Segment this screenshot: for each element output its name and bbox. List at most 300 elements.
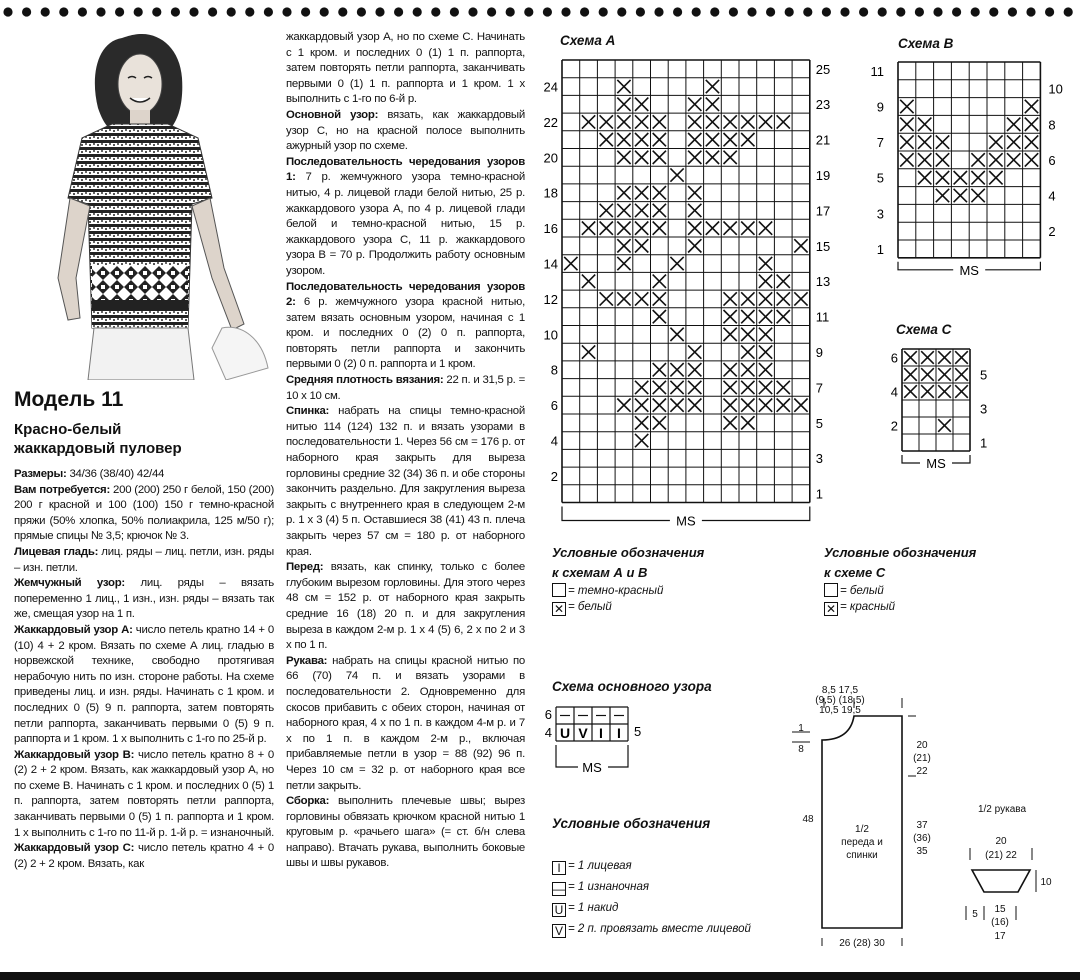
cross-mark — [617, 151, 630, 164]
model-subtitle: Красно-белый жаккардовый пуловер — [14, 421, 182, 457]
row-label: 2 — [890, 418, 898, 434]
binder-dot — [1008, 7, 1017, 16]
cross-mark — [741, 133, 754, 146]
cross-mark — [688, 345, 701, 358]
row-label: 5 — [876, 170, 884, 186]
cross-mark — [1007, 153, 1020, 166]
cross-mark — [600, 115, 613, 128]
legend-main-item: V = 2 п. провязать вместе лицевой — [552, 919, 751, 940]
cross-mark — [617, 186, 630, 199]
scheme-b-chart — [866, 58, 1066, 288]
stitch-symbol-icon: U — [552, 903, 566, 917]
cross-mark — [989, 171, 1002, 184]
sleeve-bottom-1: 15 — [994, 904, 1006, 915]
row-label: 21 — [815, 132, 831, 148]
cross-mark — [955, 385, 968, 398]
binder-dot — [524, 7, 533, 16]
cross-mark — [777, 115, 790, 128]
cross-mark — [777, 275, 790, 288]
row-label: 4 — [1048, 188, 1056, 204]
cross-mark — [617, 80, 630, 93]
cross-mark — [653, 310, 666, 323]
cross-mark — [759, 310, 772, 323]
instruction-paragraph: Лицевая гладь: лиц. ряды – лиц. петли, изн. ряды – изн. петли. — [14, 545, 274, 574]
sleeve-height: 10 — [1040, 877, 1052, 888]
model-title: Модель 11 — [14, 388, 124, 411]
binder-dot — [208, 7, 217, 16]
row-label: 18 — [543, 185, 558, 201]
binder-dot — [41, 7, 50, 16]
legend-main-items — [552, 856, 751, 940]
dim-side-1: 37 — [916, 820, 928, 831]
cross-mark — [635, 98, 648, 111]
stitch-symbol: I — [617, 725, 621, 741]
binder-dot — [673, 7, 682, 16]
row-label: 1 — [815, 486, 824, 502]
row-label: 16 — [543, 221, 558, 237]
cross-mark — [635, 151, 648, 164]
binder-dot — [822, 7, 831, 16]
body-label-3: спинки — [846, 850, 878, 861]
cross-mark — [653, 222, 666, 235]
cross-mark — [688, 222, 701, 235]
cross-mark — [741, 115, 754, 128]
binder-dot — [282, 7, 291, 16]
binder-dot — [3, 7, 12, 16]
cross-mark — [724, 151, 737, 164]
cross-mark — [635, 381, 648, 394]
cross-mark — [955, 368, 968, 381]
binder-dot — [171, 7, 180, 16]
stitch-symbol-icon: — — [553, 882, 565, 896]
ms-label: MS — [959, 262, 979, 278]
scheme-c-chart — [872, 345, 1012, 485]
cross-mark — [724, 133, 737, 146]
cross-mark — [741, 399, 754, 412]
cross-mark — [971, 171, 984, 184]
cross-mark — [741, 363, 754, 376]
binder-dot — [710, 7, 719, 16]
cross-mark — [921, 351, 934, 364]
cross-cell-icon: ✕ — [825, 602, 837, 616]
cross-mark — [600, 222, 613, 235]
cross-mark — [617, 239, 630, 252]
binder-dot — [338, 7, 347, 16]
sleeve-outline — [972, 870, 1030, 892]
binder-dot — [78, 7, 87, 16]
instruction-paragraph: Жемчужный узор: лиц. ряды – вязать попеременно 1 лиц., 1 изн., изн. ряды – вязать так же, смещая узор на 1 п. — [14, 577, 274, 621]
row-label: 8 — [550, 362, 558, 378]
binder-dot — [840, 7, 849, 16]
cross-mark — [936, 153, 949, 166]
cross-mark — [617, 222, 630, 235]
cross-mark — [688, 133, 701, 146]
row-label: 1 — [980, 435, 988, 451]
row-label: 5 — [634, 724, 642, 739]
cross-cell-icon: ✕ — [553, 602, 565, 616]
cross-mark — [741, 381, 754, 394]
sleeve-slope: 5 — [972, 909, 978, 920]
binder-dot — [803, 7, 812, 16]
cross-mark — [600, 204, 613, 217]
binder-dot — [487, 7, 496, 16]
body-label-2: переда и — [841, 837, 883, 848]
main-pattern-title: Схема основного узора — [552, 679, 712, 694]
binder-dot — [617, 7, 626, 16]
row-label: 17 — [815, 203, 831, 219]
scheme-a-title: Схема А — [560, 33, 616, 48]
cross-mark — [724, 292, 737, 305]
cross-mark — [670, 257, 683, 270]
cross-mark — [617, 257, 630, 270]
instruction-paragraph: жаккардовый узор А, но по схеме С. Начинать с 1 кром. и последних 0 (1) 1 п. раппорта, затем повторять петли раппорта, заканчивать первыми 0 (1) 1 п. раппорта и 1 кром. 1 х выполнить с 1-го по 6-й р. — [286, 31, 525, 106]
row-label: 10 — [1048, 81, 1063, 97]
binder-dot — [1045, 7, 1054, 16]
ms-label: MS — [582, 760, 602, 775]
cross-mark — [724, 222, 737, 235]
row-label: 1 — [876, 241, 884, 257]
dim-side-2: (36) — [913, 833, 931, 844]
cross-mark — [724, 381, 737, 394]
cross-mark — [724, 310, 737, 323]
cross-mark — [653, 275, 666, 288]
cross-mark — [653, 363, 666, 376]
cross-mark — [759, 381, 772, 394]
sleeve-bottom-2: (16) — [991, 917, 1009, 928]
sleeve-top-1: 20 — [995, 836, 1007, 847]
schemeB-grid — [898, 62, 1040, 258]
binder-dot — [692, 7, 701, 16]
cross-mark — [688, 151, 701, 164]
cross-mark — [1025, 118, 1038, 131]
stitch-symbol-icon: I — [552, 861, 566, 875]
cross-mark — [759, 257, 772, 270]
cross-mark — [653, 416, 666, 429]
body-label-1: 1/2 — [855, 824, 869, 835]
dim-armhole-3: 22 — [916, 766, 928, 777]
cross-mark — [635, 133, 648, 146]
legend-c-empty: = белый — [824, 583, 976, 599]
cross-mark — [688, 186, 701, 199]
scheme-c-title: Схема С — [896, 322, 952, 337]
binder-dot — [915, 7, 924, 16]
cross-mark — [954, 189, 967, 202]
instruction-paragraph: Жаккардовый узор В: число петель кратно 8 + 0 (2) 2 + 2 кром. Вязать, как жаккардовый узор А, но по схеме В. Начинать с 1 кром. и последних 0 (5) 1 п. раппорта, затем повторять петли раппорта, заканчивать первыми 0 (5) 1 п. раппорта и 1 кром. 1 х выполнить с 1-го по 11-й р. 1-й р. = изнаночный. — [14, 748, 274, 839]
binder-dot — [189, 7, 198, 16]
cross-mark — [900, 153, 913, 166]
binder-dot — [264, 7, 273, 16]
row-label: 19 — [815, 168, 831, 184]
cross-mark — [904, 385, 917, 398]
cross-mark — [1025, 153, 1038, 166]
instruction-paragraph: Перед: вязать, как спинку, только с более глубоким вырезом горловины. Для этого через 48 см = 152 р. от наборного края закрыть средние 16 (18) 20 п. и для закругления выреза в каждом 2-м р. 1 х 4 (5) 6, 2 х по 2 и 3 х по 1 п. — [286, 561, 525, 652]
row-label: 6 — [544, 707, 552, 722]
binder-dot — [561, 7, 570, 16]
cross-mark — [724, 363, 737, 376]
binder-dot — [96, 7, 105, 16]
row-label: 8 — [1048, 117, 1056, 133]
instruction-paragraph: Последовательность чередования узоров 1: 7 р. жемчужного узора темно-красной нитью, 4 р. лицевой глади белой нитью, 25 р. жаккардового узора А, по 4 р. лицевой глади белой и темно-красной нитью, 15 р. жаккардового узора С, 11 р. жаккардового узора В = 70 р. Продолжить работу основным узором. — [286, 155, 525, 277]
binder-dot — [134, 7, 143, 16]
row-label: 7 — [876, 135, 884, 151]
row-label: 15 — [815, 238, 831, 254]
sleeve-title: 1/2 рукава — [977, 804, 1027, 815]
row-label: 2 — [1048, 224, 1056, 240]
binder-dot — [245, 7, 254, 16]
cross-mark — [741, 416, 754, 429]
binder-dot — [543, 7, 552, 16]
cross-mark — [670, 381, 683, 394]
cross-mark — [688, 204, 701, 217]
row-label: 3 — [876, 206, 884, 222]
dim-neck-8: 8 — [798, 744, 804, 755]
legend-ab: Условные обозначения к схемам А и В = темно-красный ✕ = белый — [552, 545, 705, 616]
sleeve-top-2: (21) 22 — [985, 850, 1017, 861]
row-label: 2 — [550, 468, 558, 484]
cross-mark — [635, 399, 648, 412]
legend-main-title: Условные обозначения — [552, 816, 711, 831]
cross-mark — [918, 118, 931, 131]
cross-mark — [777, 399, 790, 412]
cross-mark — [741, 310, 754, 323]
body-outline — [822, 716, 902, 928]
row-label: 12 — [543, 291, 558, 307]
cross-mark — [777, 310, 790, 323]
cross-mark — [582, 345, 595, 358]
binder-dot — [599, 7, 608, 16]
scheme-a-chart — [532, 56, 832, 526]
binder-dot — [971, 7, 980, 16]
instruction-paragraph: Жаккардовый узор А: число петель кратно 14 + 0 (10) 4 + 2 кром. Вязать по схеме А лиц. гладью в норвежской технике, свободно протягивая нерабочую нить по изн. стороне работы. На схеме приведены лиц. и изн. ряды. Начинать с 1 кром. и последних 0 (5) 9 п. раппорта, затем повторять петли раппорта, заканчивать первыми 0 (5) 9 п. раппорта и 1 кром. 1 х выполнить с 1-го по 25-й р. — [14, 623, 274, 746]
cross-mark — [741, 292, 754, 305]
row-label: 6 — [550, 398, 558, 414]
cross-mark — [938, 368, 951, 381]
row-label: 13 — [815, 274, 831, 290]
binder-dot — [785, 7, 794, 16]
row-label: 22 — [543, 114, 558, 130]
instruction-paragraph: Размеры: 34/36 (38/40) 42/44 — [14, 468, 165, 480]
dim-top-1: 8,5 17,5 — [821, 685, 859, 696]
cross-mark — [688, 399, 701, 412]
cross-mark — [653, 381, 666, 394]
cross-mark — [900, 100, 913, 113]
cross-mark — [759, 275, 772, 288]
legend-ab-cross: ✕ = белый — [553, 601, 612, 616]
dim-armhole-1: 20 — [916, 740, 928, 751]
binder-dot — [431, 7, 440, 16]
cross-mark — [635, 239, 648, 252]
row-label: 4 — [544, 725, 552, 740]
cross-mark — [900, 135, 913, 148]
cross-mark — [759, 292, 772, 305]
scheme-b-title: Схема В — [898, 36, 954, 51]
binder-dot — [766, 7, 775, 16]
binder-dot — [357, 7, 366, 16]
cross-mark — [938, 351, 951, 364]
cross-mark — [688, 98, 701, 111]
cross-mark — [635, 292, 648, 305]
cross-mark — [759, 328, 772, 341]
cross-mark — [918, 171, 931, 184]
binder-dot — [989, 7, 998, 16]
row-label: 11 — [815, 309, 830, 325]
cross-mark — [653, 186, 666, 199]
cross-mark — [688, 381, 701, 394]
stitch-symbol-icon: V — [552, 924, 566, 938]
binder-dot — [506, 7, 515, 16]
cross-mark — [794, 399, 807, 412]
binder-dot — [468, 7, 477, 16]
instruction-paragraph: Спинка: набрать на спицы темно-красной нитью 114 (124) 132 п. и вязать узорами в последовательности 1. Через 56 см = 176 р. от наборного края закрыть для выреза горловины средние 32 (34) 36 п. и обе стороны закончить раздельно. Для закругления выреза закрыть с внутреннего края в следующем 2-м р. 1 х 3 (4) 5 п. Оставшиеся 38 (41) 43 п. плеча закрыть через 57 см = 180 р. от наборного края. — [286, 405, 525, 558]
cross-mark — [971, 153, 984, 166]
legend-main-item: — = 1 изнаночная — [553, 881, 649, 896]
ms-label: MS — [926, 456, 946, 471]
row-label: 6 — [890, 350, 898, 366]
cross-mark — [653, 292, 666, 305]
row-label: 6 — [1048, 152, 1056, 168]
cross-mark — [759, 399, 772, 412]
cross-mark — [900, 118, 913, 131]
cross-mark — [777, 292, 790, 305]
binder-dot — [859, 7, 868, 16]
binder-dot — [636, 7, 645, 16]
binder-dot — [320, 7, 329, 16]
cross-mark — [936, 135, 949, 148]
cross-mark — [706, 151, 719, 164]
cross-mark — [670, 328, 683, 341]
cross-mark — [617, 292, 630, 305]
row-label: 5 — [815, 415, 824, 431]
dim-side-3: 35 — [916, 846, 928, 857]
cross-mark — [724, 416, 737, 429]
instruction-paragraph: Сборка: выполнить плечевые швы; вырез горловины обвязать крючком красной нитью 1 круговым р. «рачьего шага» (= ст. б/н слева направо). Втачать рукава, выполнить боковые швы и швы рукавов. — [286, 795, 525, 870]
binder-dot — [413, 7, 422, 16]
cross-mark — [1007, 135, 1020, 148]
cross-mark — [635, 186, 648, 199]
empty-cell-icon — [824, 583, 838, 597]
cross-mark — [653, 151, 666, 164]
legend-main-item: I = 1 лицевая — [552, 856, 751, 877]
legend-main-item: U = 1 накид — [552, 898, 751, 919]
cross-mark — [688, 115, 701, 128]
cross-mark — [635, 115, 648, 128]
cross-mark — [688, 239, 701, 252]
cross-mark — [670, 399, 683, 412]
dim-top-3: 10,5 19,5 — [819, 705, 861, 716]
cross-mark — [918, 153, 931, 166]
row-label: 5 — [980, 367, 988, 383]
cross-mark — [794, 239, 807, 252]
cross-mark — [600, 133, 613, 146]
binder-dot — [152, 7, 161, 16]
cross-mark — [617, 204, 630, 217]
binder-dot — [375, 7, 384, 16]
binder-dot — [59, 7, 68, 16]
dim-armhole-2: (21) — [913, 753, 931, 764]
bottom-bar — [0, 972, 1080, 980]
cross-mark — [794, 292, 807, 305]
row-label: 20 — [543, 150, 558, 166]
row-label: 24 — [543, 79, 558, 95]
legend-c: Условные обозначения к схеме С = белый ✕ = красный — [824, 545, 977, 616]
row-label: 25 — [815, 61, 831, 77]
stitch-symbol: I — [599, 725, 603, 741]
schemeC-grid — [902, 349, 970, 451]
cross-mark — [741, 345, 754, 358]
stitch-symbol: V — [578, 725, 588, 741]
binder-dot — [878, 7, 887, 16]
row-label: 3 — [815, 451, 824, 467]
cross-mark — [955, 351, 968, 364]
legend-ab-empty: = темно-красный — [552, 583, 704, 599]
cross-mark — [921, 368, 934, 381]
cross-mark — [724, 328, 737, 341]
binder-dot — [115, 7, 124, 16]
legend-c-cross: ✕ = красный — [825, 601, 896, 616]
cross-mark — [670, 168, 683, 181]
row-label: 4 — [550, 433, 558, 449]
instruction-paragraph: Жаккардовый узор С: число петель кратно 4 + 0 (2) 2 + 2 кром. Вязать, как — [14, 842, 274, 870]
cross-mark — [706, 80, 719, 93]
row-label: 11 — [870, 63, 884, 79]
cross-mark — [582, 222, 595, 235]
cross-mark — [653, 133, 666, 146]
binder-dot — [747, 7, 756, 16]
row-label: 7 — [815, 380, 824, 396]
binder-dot — [933, 7, 942, 16]
binder-dot — [952, 7, 961, 16]
cross-mark — [1025, 100, 1038, 113]
cross-mark — [724, 115, 737, 128]
cross-mark — [706, 133, 719, 146]
instructions-column-1 — [14, 467, 274, 872]
cross-mark — [936, 189, 949, 202]
cross-mark — [617, 133, 630, 146]
cross-mark — [653, 204, 666, 217]
sleeve-bottom-3: 17 — [994, 931, 1006, 942]
cross-mark — [904, 351, 917, 364]
dim-top-2: (9,5) (18,5) — [815, 695, 865, 706]
cross-mark — [706, 98, 719, 111]
instruction-paragraph: Средняя плотность вязания: 22 п. и 31,5 р. = 10 х 10 см. — [286, 374, 525, 402]
binder-dot — [22, 7, 31, 16]
cross-mark — [904, 368, 917, 381]
row-label: 23 — [815, 97, 831, 113]
cross-mark — [670, 363, 683, 376]
row-label: 4 — [890, 384, 898, 400]
model-photo — [12, 28, 274, 380]
binder-dot — [227, 7, 236, 16]
cross-mark — [706, 115, 719, 128]
instruction-paragraph: Основной узор: вязать, как жаккардовый узор С, но на красной полосе выполнить ажурный узор по схеме. — [286, 108, 525, 153]
binder-dot — [896, 7, 905, 16]
binder-dot — [394, 7, 403, 16]
cross-mark — [938, 419, 951, 432]
binder-dot — [654, 7, 663, 16]
cross-mark — [938, 385, 951, 398]
main-pattern-chart — [536, 703, 656, 789]
cross-mark — [582, 115, 595, 128]
row-label: 3 — [980, 401, 988, 417]
cross-mark — [617, 115, 630, 128]
row-label: 9 — [815, 345, 824, 361]
cross-mark — [600, 292, 613, 305]
stitch-symbol: U — [559, 725, 571, 741]
cross-mark — [989, 135, 1002, 148]
cross-mark — [921, 385, 934, 398]
binder-dot — [301, 7, 310, 16]
cross-mark — [582, 275, 595, 288]
